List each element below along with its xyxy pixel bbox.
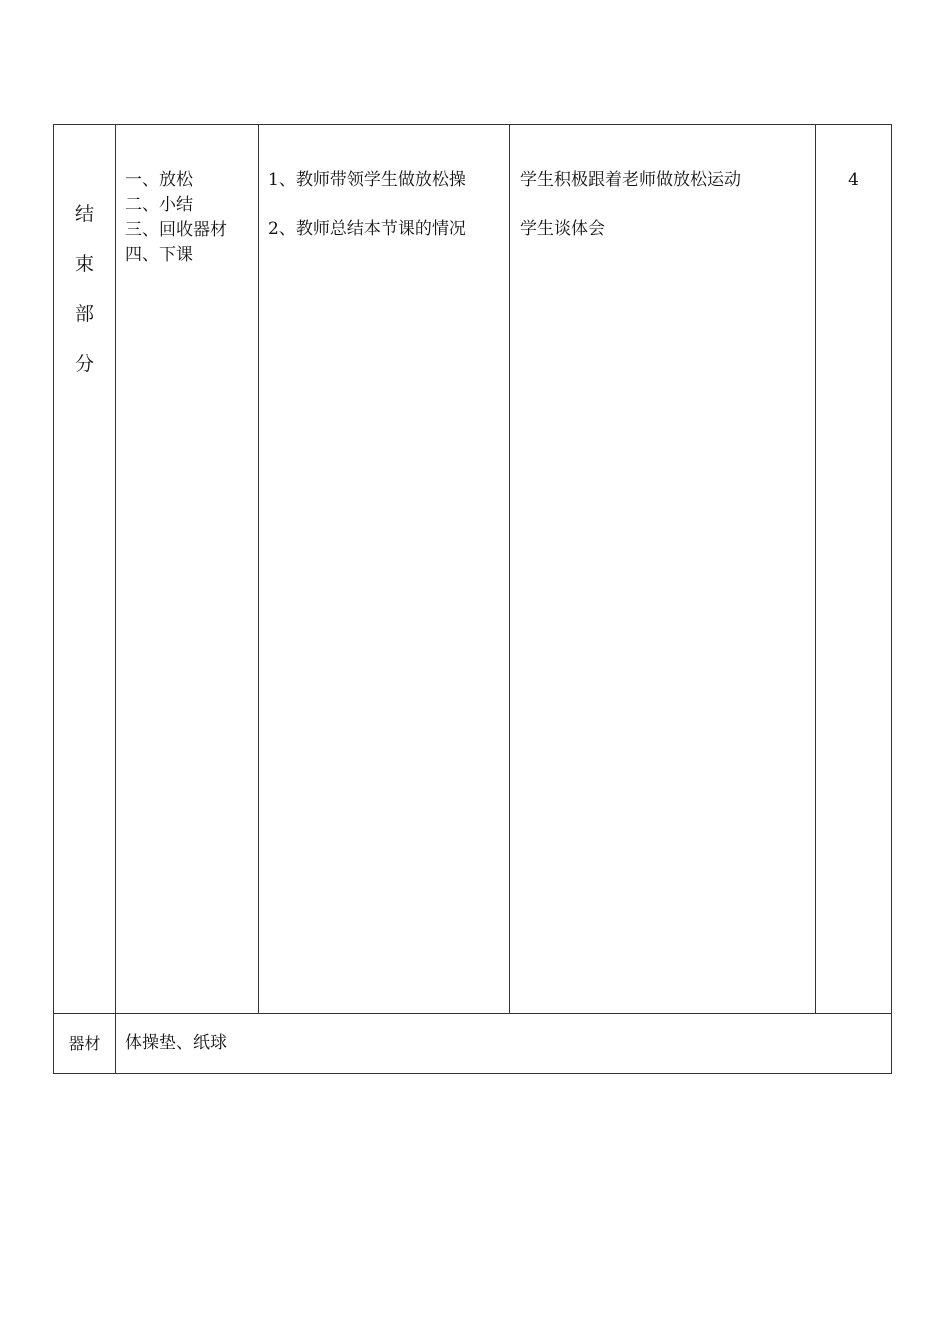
content-item: 三、回收器材: [125, 220, 227, 240]
content-cell: [116, 125, 259, 1014]
student-activities-cell: [510, 125, 816, 1014]
teacher-method-item: 1、教师带领学生做放松操: [268, 170, 466, 190]
section-label-char: 束: [74, 253, 94, 275]
content-item: 一、放松: [125, 170, 193, 190]
closing-section-row: [54, 125, 892, 1014]
equipment-value: 体操垫、纸球: [116, 1014, 892, 1074]
content-item: 四、下课: [125, 245, 193, 265]
section-label-cell: [54, 125, 116, 1014]
section-label-char: 部: [74, 303, 94, 325]
teacher-method-item: 2、教师总结本节课的情况: [268, 219, 466, 239]
section-label-char: 结: [74, 203, 94, 225]
content-item: 二、小结: [125, 195, 193, 215]
equipment-label: 器材: [54, 1014, 116, 1074]
lesson-plan-table: [53, 124, 892, 1074]
time-cell: [816, 125, 892, 1014]
equipment-row: [54, 1014, 892, 1074]
time-value: 4: [848, 170, 859, 190]
section-label-char: 分: [74, 353, 94, 375]
student-activity-item: 学生积极跟着老师做放松运动: [520, 170, 741, 190]
student-activity-item: 学生谈体会: [520, 219, 605, 239]
teacher-methods-cell: [259, 125, 510, 1014]
